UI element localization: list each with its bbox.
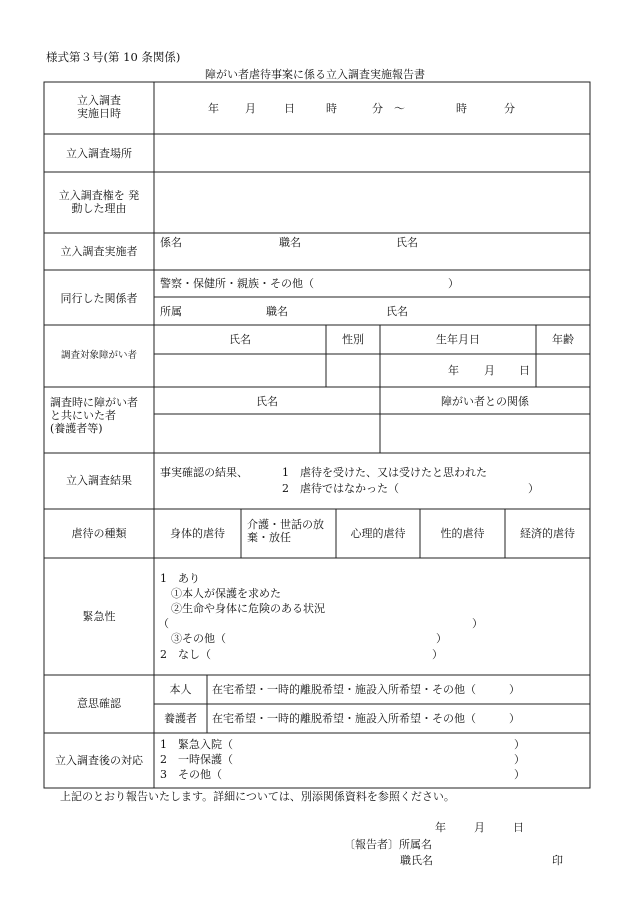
intent-caregiver: 養護者 (164, 712, 197, 725)
place-field[interactable] (155, 135, 589, 171)
document-title: 障がい者虐待事案に係る立入調査実施報告書 (205, 68, 425, 81)
urgency-yes: 1 あり (160, 572, 200, 585)
seal-mark: 印 (552, 854, 563, 867)
subject-sex-header: 性別 (342, 333, 364, 346)
abuse-physical: 身体的虐待 (170, 527, 225, 540)
urgency-no: 2 なし（ (160, 648, 211, 661)
place-label: 立入調査場所 (66, 147, 132, 160)
result-opt1-number: 1 (282, 466, 289, 479)
investigator-label: 立入調査実施者 (60, 245, 138, 258)
result-opt1: 虐待を受けた、又は受けたと思われた (300, 466, 487, 479)
urgency-item3: ③その他（ (171, 632, 226, 645)
form-number: 様式第３号(第 10 条関係) (46, 50, 181, 64)
caregiver-name-header: 氏名 (256, 395, 278, 408)
after-opt2-close: ） (514, 753, 525, 766)
urgency-item2: ②生命や身体に危険のある状況 (171, 602, 325, 615)
caregiver-label: 調査時に障がい者 と共にいた者 (養護者等) (50, 396, 138, 436)
abuse-sexual: 性的虐待 (440, 527, 485, 540)
after-opt1-close: ） (514, 738, 525, 751)
urgency-label: 緊急性 (82, 610, 116, 623)
datetime-tilde: ～ (394, 102, 405, 115)
report-statement: 上記のとおり報告いたします。詳細については、別添関係資料を参照ください。 (60, 790, 455, 803)
reporter-affiliation: 〔報告者〕所属名 (344, 838, 432, 851)
urgency-item1: ①本人が保護を求めた (171, 587, 281, 600)
datetime-year: 年 (208, 102, 219, 115)
datetime-month: 月 (245, 102, 256, 115)
abuse-neglect: 介護・世話の放 棄・放任 (247, 518, 324, 545)
subject-birth-header: 生年月日 (436, 333, 480, 346)
result-opt2: 虐待ではなかった（ (300, 482, 399, 495)
investigator-name: 氏名 (396, 236, 418, 249)
reason-label: 立入調査権を 発 動した理由 (58, 189, 140, 216)
companions-job-title: 職名 (266, 305, 288, 318)
intent-person-options: 在宅希望・一時的離脱希望・施設入所希望・その他（ ） (212, 683, 520, 696)
result-label: 立入調査結果 (66, 474, 132, 487)
result-opt2-close: ） (528, 482, 539, 495)
subject-label: 調査対象障がい者 (60, 350, 137, 361)
after-opt3-close: ） (514, 768, 525, 781)
intent-label: 意思確認 (77, 697, 121, 710)
subject-name-header: 氏名 (229, 333, 251, 346)
companions-label: 同行した関係者 (60, 292, 138, 305)
intent-person: 本人 (169, 683, 192, 696)
datetime-day: 日 (284, 102, 295, 115)
result-opt2-number: 2 (282, 482, 289, 495)
urgency-item3-close: ） (436, 632, 447, 645)
urgency-paren-open: （ (158, 617, 169, 630)
companions-options: 警察・保健所・親族・その他（ (160, 277, 314, 290)
reason-field[interactable] (155, 173, 589, 232)
reporter-name: 職氏名 (400, 854, 433, 867)
result-intro: 事実確認の結果、 (160, 466, 248, 479)
urgency-paren-close: ） (472, 617, 483, 630)
datetime-minute: 分 (372, 102, 383, 115)
subject-birth-month: 月 (484, 364, 495, 377)
abuse-psychological: 心理的虐待 (350, 527, 406, 540)
investigator-post: 係名 (160, 236, 182, 249)
datetime-end-minute: 分 (504, 102, 515, 115)
datetime-hour: 時 (326, 102, 337, 115)
after-opt2: 2 一時保護（ (160, 753, 233, 766)
abuse-type-label: 虐待の種類 (71, 527, 127, 540)
subject-birth-day: 日 (519, 364, 530, 377)
abuse-economic: 経済的虐待 (520, 527, 575, 540)
intent-caregiver-options: 在宅希望・一時的離脱希望・施設入所希望・その他（ ） (212, 712, 520, 725)
subject-age-header: 年齢 (552, 333, 574, 346)
companions-options-close: ） (448, 277, 459, 290)
report-date: 年 月 日 (435, 821, 524, 834)
urgency-no-close: ） (432, 648, 443, 661)
companions-name: 氏名 (386, 305, 408, 318)
datetime-label: 立入調査 実施日時 (77, 94, 121, 121)
caregiver-relation-header: 障がい者との関係 (441, 395, 529, 408)
after-label: 立入調査後の対応 (55, 754, 143, 767)
datetime-end-hour: 時 (456, 102, 467, 115)
after-opt1: 1 緊急入院（ (160, 738, 233, 751)
subject-birth-year: 年 (448, 364, 459, 377)
companions-affiliation: 所属 (160, 305, 182, 318)
after-opt3: 3 その他（ (160, 768, 222, 781)
investigator-job-title: 職名 (279, 236, 301, 249)
